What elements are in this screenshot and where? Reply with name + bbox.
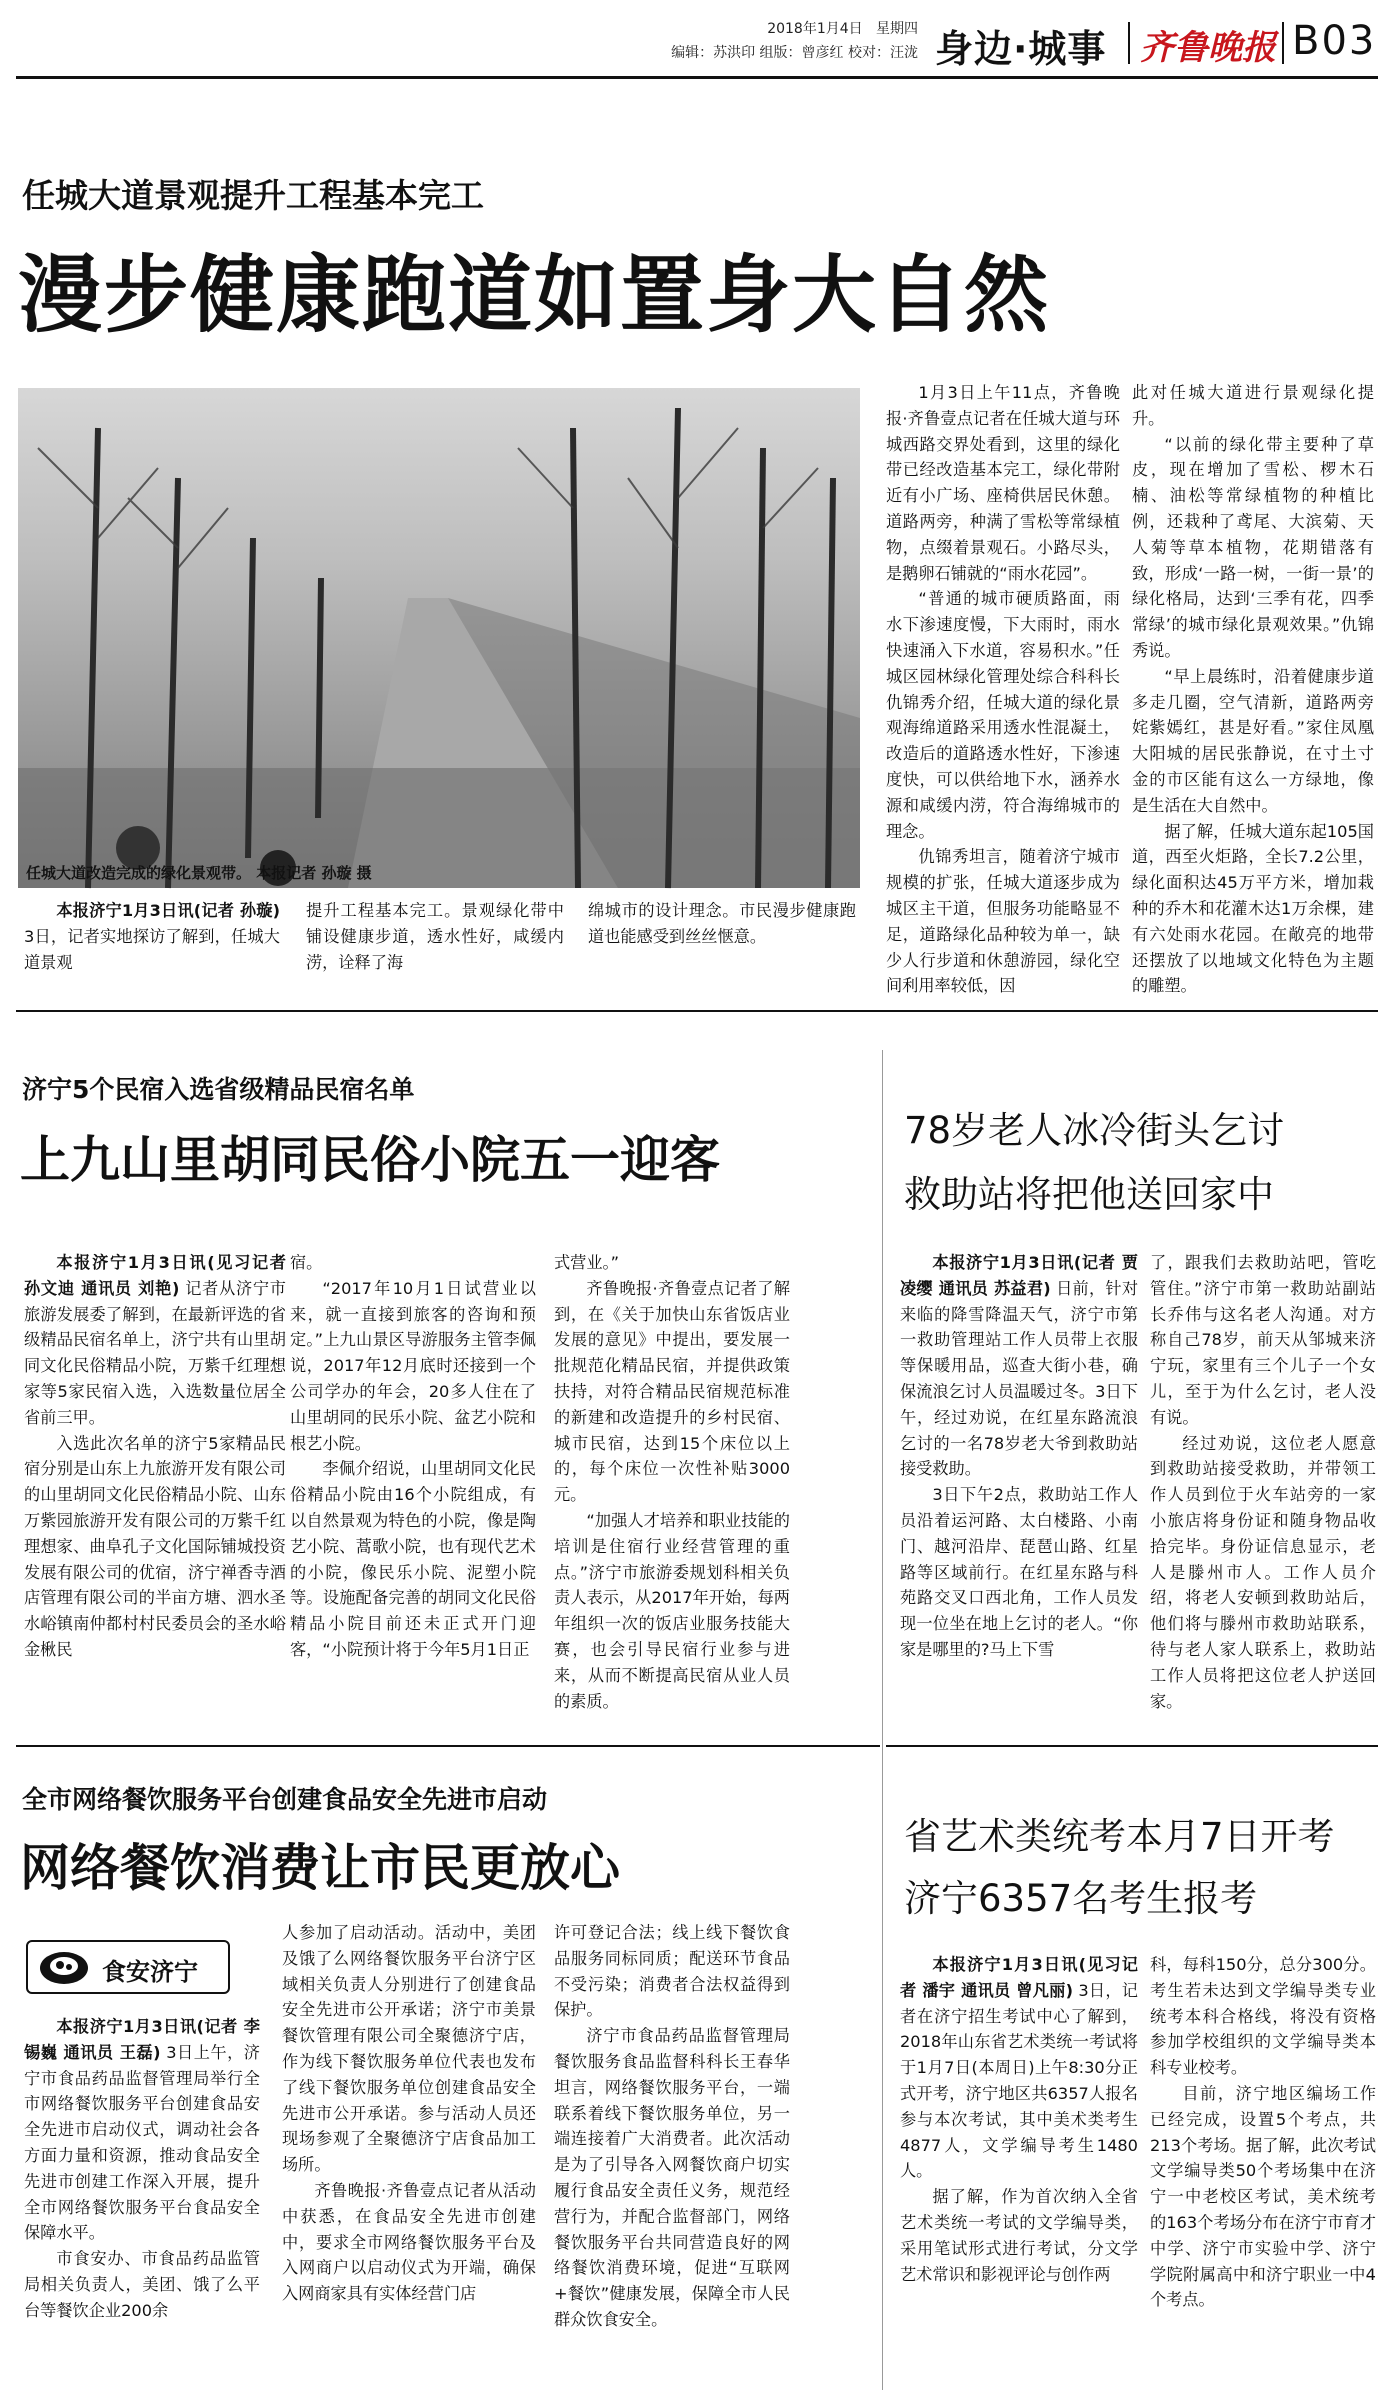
paragraph: 3日下午2点，救助站工作人员沿着运河路、太白楼路、小南门、越河沿岸、琵琶山路、红星路等区域前行。在红星东路与科苑路交叉口西北角，工作人员发现一位坐在地上乞讨的老人。“你家是哪里的?马上下雪 bbox=[900, 1485, 1138, 1659]
paragraph: 目前，济宁地区编场工作已经完成，设置5个考点，共213个考场。据了解，此次考试文学编导类50个考场集中在济宁一中老校区考试，美术统考的163个考场分布在济宁市育才中学、济宁市实验中学、济宁学院附属高中和济宁职业一中4个考点。 bbox=[1150, 2083, 1376, 2310]
article1-lead-text: 3日，记者实地探访了解到，任城大道景观 bbox=[24, 926, 280, 972]
paragraph: “普通的城市硬质路面，雨水下渗速度慢，下大雨时，雨水快速涌入下水道，容易积水。”任城区园林绿化管理处综合科科长仇锦秀介绍，任城大道的绿化景观海绵道路采用透水性混凝土，改造后的道路透水性好，下渗速度快，可以供给地下水，涵养水源和咸缓内涝，符合海绵城市的理念。 bbox=[886, 589, 1120, 841]
masthead-weekday: 星期四 bbox=[876, 21, 918, 37]
article4-byline: 本报济宁1月3日讯(记者 李锡巍 通讯员 王磊) bbox=[24, 2017, 260, 2062]
article2-kicker: 济宁5个民宿入选省级精品民宿名单 bbox=[22, 1075, 415, 1104]
article1-kicker: 任城大道景观提升工程基本完工 bbox=[22, 176, 484, 215]
masthead-staff: 编辑：苏洪印 组版：曾彦红 校对：汪泷 bbox=[671, 45, 918, 61]
article1-lead-byline: 本报济宁1月3日讯(记者 孙璇) bbox=[56, 901, 280, 920]
article5-body-col1 bbox=[900, 1952, 1138, 2382]
paragraph: 市食安办、市食品药品监管局相关负责人，美团、饿了么平台等餐饮企业200余 bbox=[24, 2249, 260, 2320]
paragraph: “早上晨练时，沿着健康步道多走几圈，空气清新，道路两旁姹紫嫣红，甚是好看。”家住凤凰大阳城的居民张静说，在寸土寸金的市区能有这么一方绿地，像是生活在大自然中。 bbox=[1132, 666, 1374, 815]
paragraph: 科，每科150分，总分300分。考生若未达到文学编导类专业统考本科合格线，将没有资格参加学校组织的文学编导类本科专业校考。 bbox=[1150, 1955, 1376, 2078]
paragraph: 齐鲁晚报·齐鲁壹点记者从活动中获悉，在食品安全先进市创建中，要求全市网络餐饮服务平台及入网商户以启动仪式为开端，确保入网商家具有实体经营门店 bbox=[282, 2180, 536, 2304]
section-rule bbox=[886, 1745, 1378, 1747]
masthead-date: 2018年1月4日 bbox=[767, 21, 863, 37]
article2-body-col1 bbox=[24, 1250, 286, 1690]
masthead-date-line bbox=[600, 18, 918, 40]
paragraph: 式营业。” bbox=[554, 1253, 620, 1272]
article4-body-col1 bbox=[24, 2014, 260, 2384]
article3-headline-line2: 救助站将把他送回家中 bbox=[904, 1173, 1274, 1216]
masthead-rule bbox=[16, 76, 1378, 79]
article1-headline: 漫步健康跑道如置身大自然 bbox=[18, 246, 1051, 344]
paragraph: 据了解，任城大道东起105国道，西至火炬路，全长7.2公里，绿化面积达45万平方米，增加栽种的乔木和花灌木达1万余棵，建有六处雨水花园。在敞亮的地带还摆放了以地域文化特色为主题的雕塑。 bbox=[1132, 821, 1374, 996]
paragraph: “加强人才培养和职业技能的培训是住宿行业经营管理的重点。”济宁市旅游委规划科相关负责人表示，从2017年开始，每两年组织一次的饭店业服务技能大赛，也会引导民宿行业参与进来，从而不断提高民宿从业人员的素质。 bbox=[554, 1510, 790, 1711]
article2-headline: 上九山里胡同民俗小院五一迎客 bbox=[20, 1131, 720, 1189]
paragraph-text: 日前，针对来临的降雪降温天气，济宁市第一救助管理站工作人员带上衣服等保暖用品，巡查大街小巷，确保流浪乞讨人员温暖过冬。3日下午，经过劝说，在红星东路流浪乞讨的一名78岁老大爷到救助站接受救助。 bbox=[900, 1278, 1139, 1479]
article1-body-col2 bbox=[1132, 380, 1374, 996]
masthead-divider bbox=[1282, 22, 1284, 64]
article1-lead-col3 bbox=[588, 898, 856, 978]
article5-headline-line2: 济宁6357名考生报考 bbox=[904, 1877, 1258, 1920]
article2-body-col2 bbox=[290, 1250, 536, 1690]
article2-byline: 本报济宁1月3日讯(见习记者 孙文迪 通讯员 刘艳) bbox=[24, 1253, 286, 1298]
food-safety-logo bbox=[26, 1940, 230, 1994]
article5-headline-line1: 省艺术类统考本月7日开考 bbox=[904, 1815, 1335, 1858]
masthead-page-number: B03 bbox=[1292, 18, 1377, 64]
paragraph: 济宁市食品药品监督管理局餐饮服务食品监督科科长王春华坦言，网络餐饮服务平台，一端联系着线下餐饮服务单位，另一端连接着广大消费者。此次活动是为了引导各入网餐饮商户切实履行食品安全责任义务，规范经营行为，并配合监督部门，网络餐饮服务平台共同营造良好的网络餐饮消费环境，促进“互联网+餐饮”健康发展，保障全市人民群众饮食安全。 bbox=[554, 2026, 790, 2329]
article3-body-col1 bbox=[900, 1250, 1138, 1730]
article1-photo bbox=[18, 388, 860, 888]
paragraph: 许可登记合法；线上线下餐饮食品服务同标同质；配送环节食品不受污染；消费者合法权益得到保护。 bbox=[554, 1923, 790, 2020]
article3-headline-line1: 78岁老人冰冷街头乞讨 bbox=[904, 1109, 1285, 1152]
section-rule bbox=[16, 1010, 1378, 1012]
paragraph-text: 3日上午，济宁市食品药品监督管理局举行全市网络餐饮服务平台创建食品安全先进市启动仪式，调动社会各方面力量和资源，推动食品安全先进市创建工作深入开展，提升全市网络餐饮服务平台食品安全保障水平。 bbox=[24, 2042, 260, 2243]
paragraph: “以前的绿化带主要种了草皮，现在增加了雪松、椤木石楠、油松等常绿植物的种植比例，还栽种了鸢尾、大滨菊、天人菊等草本植物，花期错落有致，形成‘一路一树，一街一景’的绿化格局，达到‘三季有花，四季常绿’的城市绿化景观效果。”仇锦秀说。 bbox=[1132, 434, 1374, 660]
paragraph: 经过劝说，这位老人愿意到救助站接受救助，并带领工作人员到位于火车站旁的一家小旅店将身份证和随身物品收拾完毕。身份证信息显示，老人是滕州市人。工作人员介绍，将老人安顿到救助站后，他们将与滕州市救助站联系，待与老人家人联系上，救助站工作人员将把这位老人护送回家。 bbox=[1150, 1433, 1376, 1711]
paragraph: 此对任城大道进行景观绿化提升。 bbox=[1132, 383, 1374, 428]
paragraph: 了，跟我们去救助站吧，管吃管住。”济宁市第一救助站副站长乔伟与这名老人沟通。对方称自己78岁，前天从邹城来济宁玩，家里有三个儿子一个女儿，至于为什么乞讨，老人没有说。 bbox=[1150, 1253, 1376, 1427]
masthead-section: 身边·城事 bbox=[935, 27, 1107, 71]
section-rule bbox=[16, 1745, 880, 1747]
paragraph-text: 记者从济宁市旅游发展委了解到，在最新评选的省级精品民宿名单上，济宁共有山里胡同文化民俗精品小院，万紫千红理想家等5家民宿入选，入选数量位居全省前三甲。 bbox=[24, 1278, 286, 1427]
article1-lead-text3: 绵城市的设计理念。市民漫步健康跑道也能感受到丝丝惬意。 bbox=[588, 901, 856, 946]
article4-kicker: 全市网络餐饮服务平台创建食品安全先进市启动 bbox=[22, 1785, 548, 1814]
article4-headline: 网络餐饮消费让市民更放心 bbox=[20, 1839, 620, 1897]
article3-byline: 本报济宁1月3日讯(记者 贾凌缨 通讯员 苏益君) bbox=[900, 1253, 1138, 1298]
masthead-paper-logo: 齐鲁晚报 bbox=[1140, 28, 1276, 68]
article4-body-col3 bbox=[554, 1920, 790, 2384]
paragraph: 入选此次名单的济宁5家精品民宿分别是山东上九旅游开发有限公司的山里胡同文化民俗精品小院、山东万紫园旅游开发有限公司的万紫千红理想家、曲阜孔子文化国际铺城投资发展有限公司的优宿，济宁禅香寺酒店管理有限公司的半亩方塘、泗水圣水峪镇南仲都村村民委员会的圣水峪金楸民 bbox=[24, 1433, 286, 1659]
article3-body-col2 bbox=[1150, 1250, 1376, 1730]
article1-lead-col2 bbox=[306, 898, 564, 978]
paragraph: 1月3日上午11点，齐鲁晚报·齐鲁壹点记者在任城大道与环城西路交界处看到，这里的绿化带已经改造基本完工，绿化带附近有小广场、座椅供居民休憩。道路两旁，种满了雪松等常绿植物，点缀着景观石。小路尽头，是鹅卵石铺就的“雨水花园”。 bbox=[886, 383, 1120, 583]
paragraph: 据了解，作为首次纳入全省艺术类统一考试的文学编导类，采用笔试形式进行考试，分文学艺术常识和影视评论与创作两 bbox=[900, 2187, 1138, 2284]
article4-body-col2 bbox=[282, 1920, 536, 2384]
article1-lead-col1 bbox=[24, 898, 280, 978]
paragraph: 李佩介绍说，山里胡同文化民俗精品小院由16个小院组成，有以自然景观为特色的小院，像是陶艺小院、蒿歌小院，也有现代艺术的小院，像民乐小院、泥塑小院等。设施配备完善的胡同文化民俗精品小院目前还未正式开门迎客，“小院预计将于今年5月1日正 bbox=[290, 1459, 536, 1659]
paragraph: “2017年10月1日试营业以来，就一直接到旅客的咨询和预定。”上九山景区导游服务主管李佩说，2017年12月底时还接到一个公司学办的年会，20多人住在了山里胡同的民乐小院、盆艺小院和根艺小院。 bbox=[290, 1278, 536, 1453]
food-safety-logo-text: 食安济宁 bbox=[102, 1958, 198, 1986]
park-path-photo bbox=[18, 388, 860, 888]
paragraph-text: 3日，记者在济宁招生考试中心了解到，2018年山东省艺术类统一考试将于1月7日(本周日)上午8:30分正式开考，济宁地区共6357人报名参与本次考试，其中美术类考生4877人，文学编导考生1480人。 bbox=[900, 1980, 1138, 2181]
article1-photo-caption: 任城大道改造完成的绿化景观带。 本报记者 孙璇 摄 bbox=[26, 864, 372, 882]
column-divider bbox=[882, 1050, 883, 2390]
article1-lead-text2: 提升工程基本完工。景观绿化带中铺设健康步道，透水性好，咸缓内涝，诠释了海 bbox=[306, 901, 564, 972]
paragraph: 齐鲁晚报·齐鲁壹点记者了解到，在《关于加快山东省饭店业发展的意见》中提出，要发展一批规范化精品民宿，并提供政策扶持，对符合精品民宿规范标准的新建和改造提升的乡村民宿、城市民宿，达到15个床位以上的，每个床位一次性补贴3000元。 bbox=[554, 1278, 790, 1505]
paragraph: 仇锦秀坦言，随着济宁城市规模的扩张，任城大道逐步成为城区主干道，但服务功能略显不足，道路绿化品种较为单一，缺少人行步道和休憩游园，绿化空间利用率较低，因 bbox=[886, 847, 1120, 996]
article5-body-col2 bbox=[1150, 1952, 1376, 2382]
food-safety-icon bbox=[34, 1944, 94, 1988]
article5-byline: 本报济宁1月3日讯(见习记者 潘宇 通讯员 曾凡丽) bbox=[900, 1955, 1138, 2000]
article1-body-col1 bbox=[886, 380, 1120, 996]
paragraph: 宿。 bbox=[290, 1253, 323, 1272]
article2-body-col3 bbox=[554, 1250, 790, 1711]
masthead-divider bbox=[1128, 22, 1130, 64]
paragraph: 人参加了启动活动。活动中，美团及饿了么网络餐饮服务平台济宁区域相关负责人分别进行了创建食品安全先进市公开承诺；济宁市美景餐饮管理有限公司全聚德济宁店，作为线下餐饮服务单位代表也发布了线下餐饮服务单位创建食品安全先进市公开承诺。参与活动人员还现场参观了全聚德济宁店食品加工场所。 bbox=[282, 1923, 536, 2175]
